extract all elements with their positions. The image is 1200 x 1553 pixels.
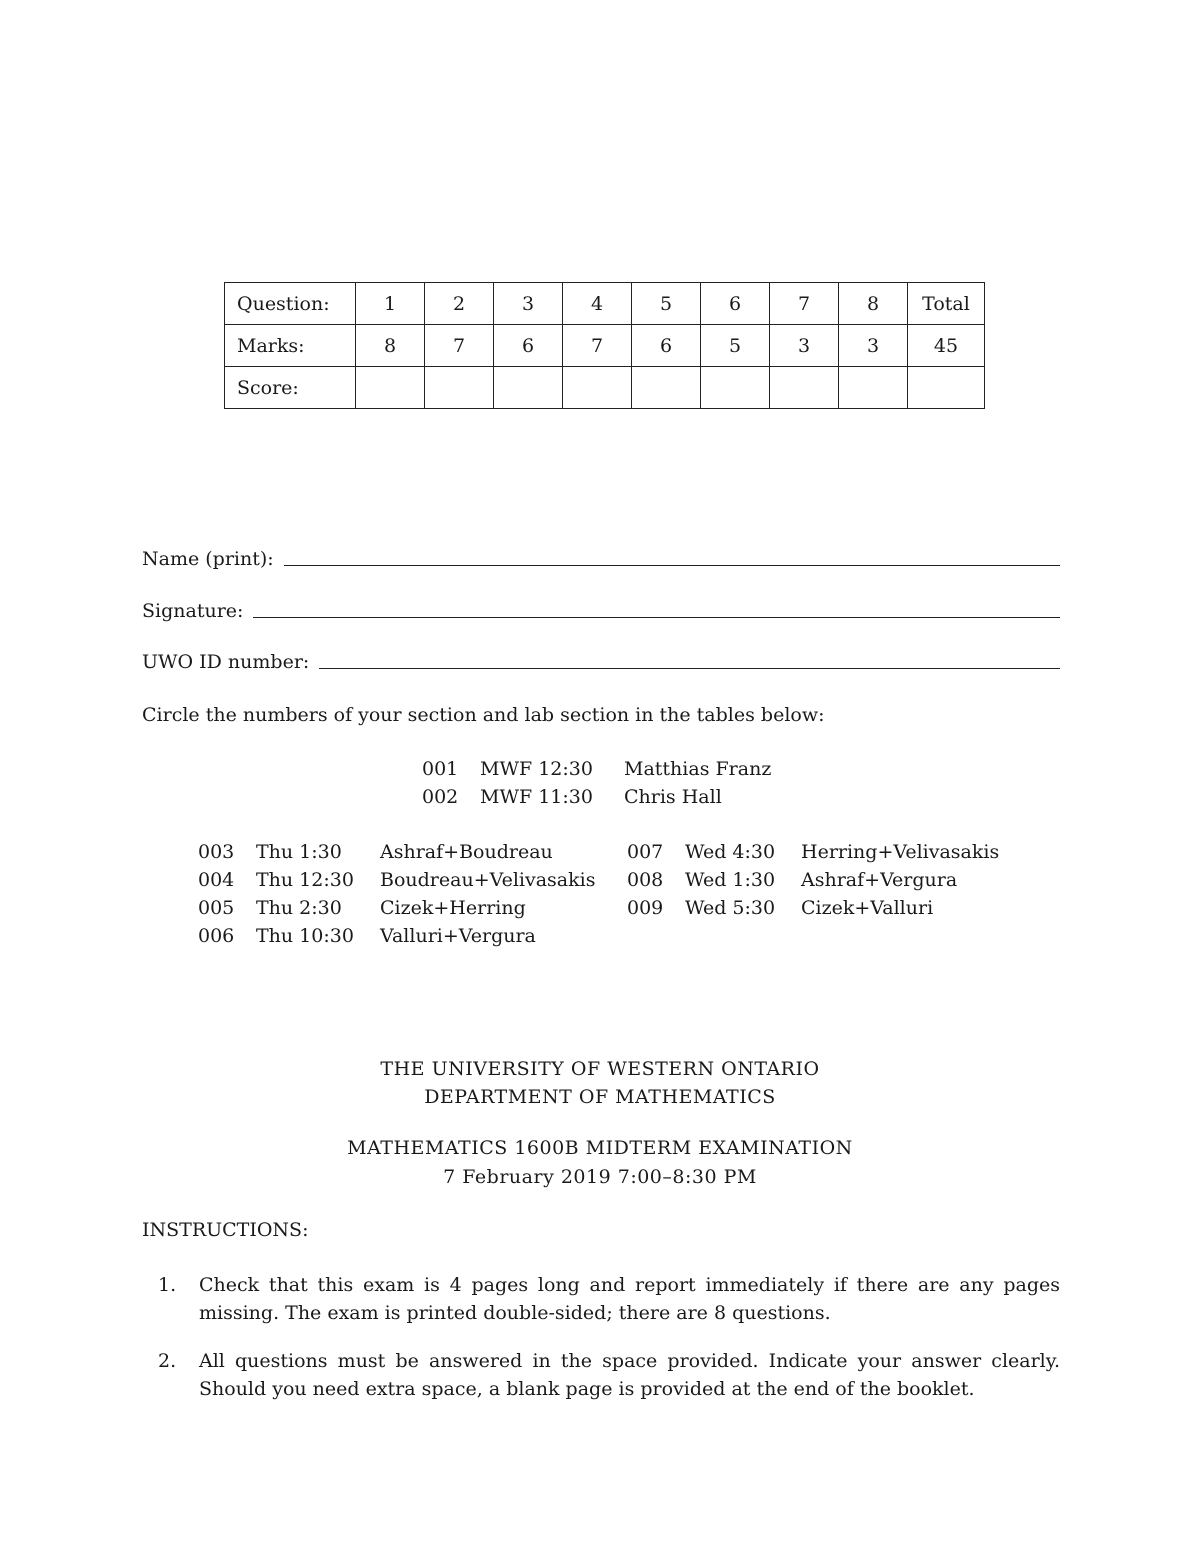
marks-row: [225, 325, 985, 367]
section-tas: Cizek+Valluri: [801, 897, 934, 919]
lab-section-table-right: [627, 838, 999, 922]
section-number: 007: [627, 841, 664, 863]
lab-section-table-left: [198, 838, 595, 950]
section-number: 008: [627, 869, 664, 891]
section-tas: Ashraf+Vergura: [801, 869, 958, 891]
exam-date: 7 February 2019 7:00–8:30 PM: [443, 1166, 757, 1188]
exam-title: MATHEMATICS 1600B MIDTERM EXAMINATION: [347, 1137, 853, 1159]
section-number: 009: [627, 897, 664, 919]
question-row: [225, 283, 985, 325]
marks-cell: 3: [770, 325, 839, 367]
instruction-text: Check that this exam is 4 pages long and report immediately if there are any pages missing. The exam is printed double-sided; there are 8 questions.: [199, 1274, 1060, 1324]
row-label: Marks:: [225, 325, 356, 367]
section-number: 003: [198, 841, 235, 863]
instructions-list: [142, 1271, 1060, 1423]
question-cell: 2: [425, 283, 494, 325]
instruction-item: [142, 1271, 1060, 1327]
signature-line[interactable]: [253, 617, 1060, 618]
section-instructor: Matthias Franz: [624, 758, 772, 780]
section-time: Wed 5:30: [685, 897, 776, 919]
section-time: Thu 1:30: [256, 841, 342, 863]
section-number: 005: [198, 897, 235, 919]
lecture-section-table: [422, 755, 771, 811]
lab-section-row: [627, 894, 999, 922]
instruction-number: 2.: [158, 1350, 177, 1372]
question-cell: 6: [701, 283, 770, 325]
lecture-section-row: [422, 783, 771, 811]
instruction-text: All questions must be answered in the space provided. Indicate your answer clearly. Should you need extra space, a blank page is provided at the end of the booklet.: [199, 1350, 1060, 1400]
signature-label: Signature:: [142, 600, 244, 622]
score-table: [224, 282, 985, 409]
section-time: Wed 4:30: [685, 841, 776, 863]
instruction-number: 1.: [158, 1274, 177, 1296]
signature-field: [142, 600, 1060, 622]
marks-cell: 6: [632, 325, 701, 367]
lab-section-row: [198, 894, 595, 922]
question-cell: 5: [632, 283, 701, 325]
name-label: Name (print):: [142, 548, 274, 570]
marks-cell: 3: [839, 325, 908, 367]
lab-section-row: [198, 922, 595, 950]
score-cell[interactable]: [494, 367, 563, 409]
marks-cell: 7: [563, 325, 632, 367]
section-time: Wed 1:30: [685, 869, 776, 891]
section-time: MWF 11:30: [480, 786, 593, 808]
section-tas: Herring+Velivasakis: [801, 841, 1000, 863]
score-cell[interactable]: [770, 367, 839, 409]
question-cell: 7: [770, 283, 839, 325]
instructions-heading: INSTRUCTIONS:: [142, 1219, 309, 1241]
score-cell[interactable]: [356, 367, 425, 409]
question-cell: 4: [563, 283, 632, 325]
university-name: THE UNIVERSITY OF WESTERN ONTARIO: [380, 1058, 820, 1080]
instruction-item: [142, 1347, 1060, 1403]
id-line[interactable]: [319, 668, 1060, 669]
marks-cell: 8: [356, 325, 425, 367]
score-cell[interactable]: [632, 367, 701, 409]
score-cell[interactable]: [563, 367, 632, 409]
score-cell[interactable]: [425, 367, 494, 409]
question-cell: 1: [356, 283, 425, 325]
section-number: 004: [198, 869, 235, 891]
marks-cell: 6: [494, 325, 563, 367]
section-tas: Boudreau+Velivasakis: [380, 869, 596, 891]
section-time: Thu 10:30: [256, 925, 354, 947]
id-label: UWO ID number:: [142, 651, 310, 673]
name-line[interactable]: [284, 565, 1060, 566]
section-tas: Valluri+Vergura: [380, 925, 536, 947]
name-field: [142, 548, 1060, 570]
section-instructor: Chris Hall: [624, 786, 722, 808]
section-number: 006: [198, 925, 235, 947]
lab-section-row: [198, 866, 595, 894]
lecture-section-row: [422, 755, 771, 783]
marks-cell: 5: [701, 325, 770, 367]
question-cell: 8: [839, 283, 908, 325]
marks-total-cell: 45: [908, 325, 985, 367]
section-number: 001: [422, 758, 459, 780]
section-time: MWF 12:30: [480, 758, 593, 780]
section-tas: Ashraf+Boudreau: [380, 841, 553, 863]
circle-instruction: Circle the numbers of your section and lab section in the tables below:: [142, 704, 825, 726]
row-label: Score:: [225, 367, 356, 409]
id-field: [142, 651, 1060, 673]
marks-cell: 7: [425, 325, 494, 367]
question-cell: 3: [494, 283, 563, 325]
section-time: Thu 2:30: [256, 897, 342, 919]
lab-section-row: [627, 866, 999, 894]
section-tas: Cizek+Herring: [380, 897, 526, 919]
score-cell[interactable]: [701, 367, 770, 409]
score-cell[interactable]: [839, 367, 908, 409]
section-time: Thu 12:30: [256, 869, 354, 891]
section-number: 002: [422, 786, 459, 808]
lab-section-row: [198, 838, 595, 866]
row-label: Question:: [225, 283, 356, 325]
score-total-cell[interactable]: [908, 367, 985, 409]
score-row: [225, 367, 985, 409]
department-name: DEPARTMENT OF MATHEMATICS: [424, 1086, 776, 1108]
question-total-cell: Total: [908, 283, 985, 325]
lab-section-row: [627, 838, 999, 866]
